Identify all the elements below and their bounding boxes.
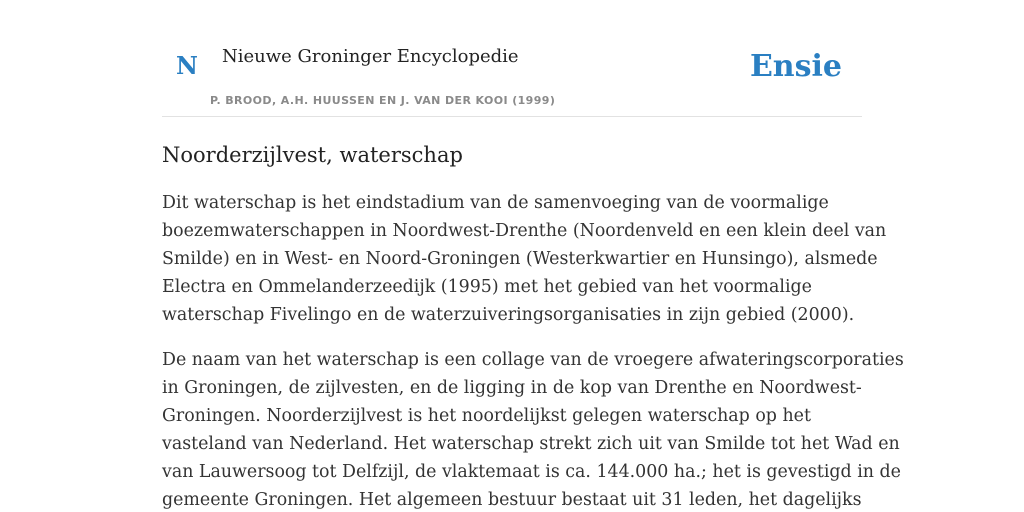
text-line: gemeente Groningen. Het algemeen bestuur bestaat uit 31 leden, het dagelijks — [162, 490, 862, 511]
paragraph-2 — [162, 346, 904, 512]
paragraph-1 — [162, 189, 887, 329]
book-logo-icon[interactable]: N — [176, 51, 198, 80]
text-line: De naam van het waterschap is een collage van de vroegere afwateringscorporaties — [162, 350, 904, 371]
text-line: Dit waterschap is het eindstadium van de samenvoeging van de voormalige — [162, 193, 829, 214]
text-line: waterschap Fivelingo en de waterzuiveringsorganisaties in zijn gebied (2000). — [162, 305, 855, 326]
content-column — [162, 0, 904, 512]
text-line: Groningen. Noorderzijlvest is het noordelijkst gelegen waterschap op het — [162, 406, 811, 427]
book-title-link[interactable]: Nieuwe Groninger Encyclopedie — [222, 46, 519, 67]
text-line: Smilde) en in West- en Noord-Groningen (Westerkwartier en Hunsingo), alsmede — [162, 249, 878, 270]
text-line: in Groningen, de zijlvesten, en de ligging in de kop van Drenthe en Noordwest- — [162, 378, 862, 399]
ensie-logo-link[interactable]: Ensie — [749, 49, 842, 84]
book-authors: P. BROOD, A.H. HUUSSEN EN J. VAN DER KOOI (1999) — [210, 94, 556, 107]
article-body — [162, 189, 904, 512]
text-line: boezemwaterschappen in Noordwest-Drenthe (Noordenveld en een klein deel van — [162, 221, 887, 242]
text-line: vasteland van Nederland. Het waterschap strekt zich uit van Smilde tot het Wad en — [162, 434, 900, 455]
article-title: Noorderzijlvest, waterschap — [162, 143, 463, 167]
text-line: Electra en Ommelanderzeedijk (1995) met het gebied van het voormalige — [162, 277, 812, 298]
page-header — [162, 0, 862, 117]
text-line: van Lauwersoog tot Delfzijl, de vlaktemaat is ca. 144.000 ha.; het is gevestigd in de — [162, 462, 901, 483]
